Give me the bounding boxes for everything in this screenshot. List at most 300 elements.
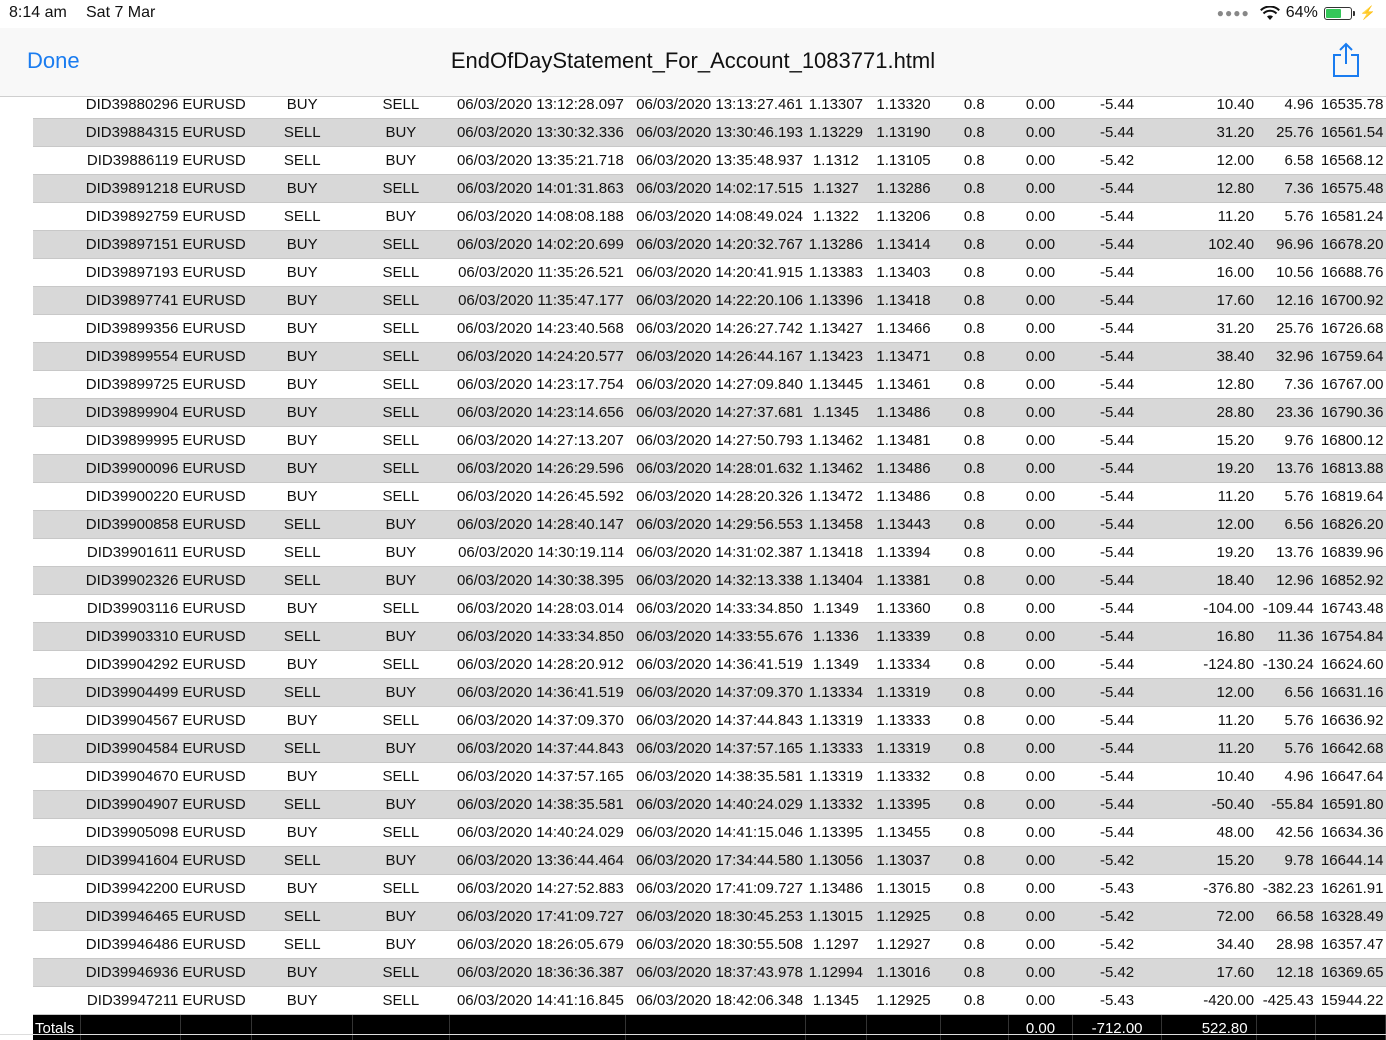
cell-symbol: EURUSD (180, 287, 252, 315)
cell-net-pl: 4.96 (1256, 96, 1316, 119)
cell-commission: 0.00 (1008, 371, 1072, 399)
cell-gross-pl: 18.40 (1162, 567, 1257, 595)
cell-direction: BUY (252, 595, 353, 623)
cell-lots: 0.8 (940, 903, 1008, 931)
cell-close-price: 1.13016 (867, 959, 941, 987)
cell-close-direction: SELL (352, 231, 449, 259)
cell-swap: -5.44 (1073, 175, 1162, 203)
cell-balance: 16678.20 (1316, 231, 1386, 259)
cell-close-price: 1.13486 (867, 455, 941, 483)
cell-lots: 0.8 (940, 679, 1008, 707)
cell-close-time: 06/03/2020 14:40:24.029 (626, 791, 805, 819)
cell-close-direction: SELL (352, 959, 449, 987)
cell-commission: 0.00 (1008, 679, 1072, 707)
table-row (33, 343, 1386, 371)
cell-direction: SELL (252, 203, 353, 231)
cell-ticket: DID39904567 (81, 707, 181, 735)
table-row (33, 175, 1386, 203)
cell-symbol: EURUSD (180, 707, 252, 735)
cell-close-time: 06/03/2020 13:35:48.937 (626, 147, 805, 175)
cell-close-time: 06/03/2020 14:28:20.326 (626, 483, 805, 511)
cell-close-price: 1.13037 (867, 847, 941, 875)
cell-ticket: DID39901611 (81, 539, 181, 567)
cell-ticket: DID39903310 (81, 623, 181, 651)
cell-symbol: EURUSD (180, 147, 252, 175)
cell-balance: 16261.91 (1316, 875, 1386, 903)
cell-lots: 0.8 (940, 96, 1008, 119)
cell-symbol: EURUSD (180, 595, 252, 623)
statement-content[interactable] (0, 96, 1386, 1040)
cell-open-price: 1.12994 (805, 959, 867, 987)
cell-net-pl: 25.76 (1256, 119, 1316, 147)
cell-close-price: 1.13015 (867, 875, 941, 903)
cell-lots: 0.8 (940, 819, 1008, 847)
cell-gross-pl: 15.20 (1162, 427, 1257, 455)
cell-symbol: EURUSD (180, 735, 252, 763)
cell-gross-pl: 31.20 (1162, 119, 1257, 147)
cell-close-price: 1.13332 (867, 763, 941, 791)
cell-close-time: 06/03/2020 14:37:09.370 (626, 679, 805, 707)
cell-open-time: 06/03/2020 13:36:44.464 (449, 847, 625, 875)
cell-open-time: 06/03/2020 14:36:41.519 (449, 679, 625, 707)
cell-close-direction: SELL (352, 483, 449, 511)
cell-close-time: 06/03/2020 14:37:44.843 (626, 707, 805, 735)
cell-lots: 0.8 (940, 175, 1008, 203)
cell-swap: -5.42 (1073, 903, 1162, 931)
cell-balance: 16726.68 (1316, 315, 1386, 343)
table-row (33, 623, 1386, 651)
cell-close-time: 06/03/2020 14:27:50.793 (626, 427, 805, 455)
cell-direction: SELL (252, 119, 353, 147)
cell-open-time: 06/03/2020 14:37:09.370 (449, 707, 625, 735)
cell-lots: 0.8 (940, 511, 1008, 539)
cell-swap: -5.44 (1073, 96, 1162, 119)
cell-close-time: 06/03/2020 14:20:41.915 (626, 259, 805, 287)
status-right (1217, 4, 1376, 22)
cell-direction: BUY (252, 315, 353, 343)
cell-lots: 0.8 (940, 623, 1008, 651)
cell-symbol: EURUSD (180, 203, 252, 231)
cell-symbol: EURUSD (180, 511, 252, 539)
cell-open-time: 06/03/2020 13:12:28.097 (449, 96, 625, 119)
cell-close-direction: BUY (352, 679, 449, 707)
cell-symbol: EURUSD (180, 847, 252, 875)
totals-row (33, 1015, 1386, 1040)
cell-open-price: 1.13334 (805, 679, 867, 707)
cell-close-direction: SELL (352, 175, 449, 203)
cell-direction: SELL (252, 567, 353, 595)
cell-net-pl: 10.56 (1256, 259, 1316, 287)
cell-close-price: 1.13443 (867, 511, 941, 539)
cell-open-price: 1.1345 (805, 987, 867, 1015)
cell-commission: 0.00 (1008, 959, 1072, 987)
cell-balance: 16369.65 (1316, 959, 1386, 987)
cell-direction: SELL (252, 791, 353, 819)
cell-commission: 0.00 (1008, 259, 1072, 287)
cell-net-pl: 13.76 (1256, 455, 1316, 483)
cell-gross-pl: 16.00 (1162, 259, 1257, 287)
cell-close-time: 06/03/2020 13:30:46.193 (626, 119, 805, 147)
cell-commission: 0.00 (1008, 903, 1072, 931)
cell-swap: -5.44 (1073, 455, 1162, 483)
cell-gross-pl: 17.60 (1162, 959, 1257, 987)
cell-commission: 0.00 (1008, 847, 1072, 875)
cell-balance: 16852.92 (1316, 567, 1386, 595)
cell-close-time: 06/03/2020 14:22:20.106 (626, 287, 805, 315)
table-row (33, 399, 1386, 427)
cell-close-direction: BUY (352, 567, 449, 595)
cell-balance: 16357.47 (1316, 931, 1386, 959)
cell-close-time: 06/03/2020 18:37:43.978 (626, 959, 805, 987)
cell-direction: SELL (252, 931, 353, 959)
cell-open-time: 06/03/2020 14:38:35.581 (449, 791, 625, 819)
cell-balance: 16644.14 (1316, 847, 1386, 875)
cell-lots: 0.8 (940, 259, 1008, 287)
cell-net-pl: 9.76 (1256, 427, 1316, 455)
cell-commission: 0.00 (1008, 931, 1072, 959)
bottom-divider (0, 1034, 1386, 1035)
cell-gross-pl: 15.20 (1162, 847, 1257, 875)
cell-close-time: 06/03/2020 14:08:49.024 (626, 203, 805, 231)
cell-swap: -5.44 (1073, 511, 1162, 539)
cell-lots: 0.8 (940, 959, 1008, 987)
cell-close-time: 06/03/2020 14:27:37.681 (626, 399, 805, 427)
cell-gross-pl: 38.40 (1162, 343, 1257, 371)
cell-close-direction: SELL (352, 399, 449, 427)
cell-net-pl: 96.96 (1256, 231, 1316, 259)
cell-symbol: EURUSD (180, 483, 252, 511)
cell-close-direction: SELL (352, 875, 449, 903)
cell-swap: -5.44 (1073, 539, 1162, 567)
cell-close-time: 06/03/2020 17:41:09.727 (626, 875, 805, 903)
cell-close-direction: BUY (352, 791, 449, 819)
cell-close-direction: SELL (352, 987, 449, 1015)
cell-net-pl: 6.58 (1256, 147, 1316, 175)
cell-close-price: 1.13471 (867, 343, 941, 371)
cell-commission: 0.00 (1008, 399, 1072, 427)
cell-commission: 0.00 (1008, 427, 1072, 455)
cell-close-direction: SELL (352, 595, 449, 623)
cell-ticket: DID39899904 (81, 399, 181, 427)
cell-close-direction: BUY (352, 147, 449, 175)
cell-symbol: EURUSD (180, 679, 252, 707)
table-row (33, 287, 1386, 315)
cell-close-price: 1.13481 (867, 427, 941, 455)
cell-swap: -5.44 (1073, 259, 1162, 287)
table-row (33, 763, 1386, 791)
share-icon[interactable] (1331, 42, 1361, 78)
cell-commission: 0.00 (1008, 707, 1072, 735)
cell-open-time: 06/03/2020 14:02:20.699 (449, 231, 625, 259)
cell-ticket: DID39892759 (81, 203, 181, 231)
cell-direction: SELL (252, 147, 353, 175)
cell-lots: 0.8 (940, 735, 1008, 763)
cell-ticket: DID39941604 (81, 847, 181, 875)
cell-gross-pl: 11.20 (1162, 735, 1257, 763)
cell-gross-pl: 10.40 (1162, 96, 1257, 119)
cell-close-time: 06/03/2020 14:38:35.581 (626, 763, 805, 791)
cell-open-price: 1.13383 (805, 259, 867, 287)
cell-close-time: 06/03/2020 18:30:45.253 (626, 903, 805, 931)
cell-direction: BUY (252, 427, 353, 455)
cell-ticket: DID39902326 (81, 567, 181, 595)
cell-close-price: 1.13418 (867, 287, 941, 315)
cell-lots: 0.8 (940, 931, 1008, 959)
cell-gross-pl: -376.80 (1162, 875, 1257, 903)
cell-close-price: 1.12927 (867, 931, 941, 959)
table-row (33, 315, 1386, 343)
cell-commission: 0.00 (1008, 96, 1072, 119)
cell-open-time: 06/03/2020 14:30:19.114 (449, 539, 625, 567)
cell-ticket: DID39900220 (81, 483, 181, 511)
cell-close-price: 1.13190 (867, 119, 941, 147)
cell-ticket: DID39947211 (81, 987, 181, 1015)
cell-lots: 0.8 (940, 875, 1008, 903)
cell-gross-pl: 12.80 (1162, 371, 1257, 399)
cell-balance: 16700.92 (1316, 287, 1386, 315)
cell-close-time: 06/03/2020 18:30:55.508 (626, 931, 805, 959)
cell-close-price: 1.13286 (867, 175, 941, 203)
cell-balance: 16813.88 (1316, 455, 1386, 483)
cell-lots: 0.8 (940, 455, 1008, 483)
cell-commission: 0.00 (1008, 511, 1072, 539)
cell-symbol: EURUSD (180, 987, 252, 1015)
cell-direction: BUY (252, 819, 353, 847)
cell-symbol: EURUSD (180, 399, 252, 427)
table-row (33, 847, 1386, 875)
cell-net-pl: 28.98 (1256, 931, 1316, 959)
cell-net-pl: 5.76 (1256, 707, 1316, 735)
cell-open-time: 06/03/2020 14:40:24.029 (449, 819, 625, 847)
table-row (33, 875, 1386, 903)
cell-lots: 0.8 (940, 483, 1008, 511)
cell-close-time: 06/03/2020 14:41:15.046 (626, 819, 805, 847)
cell-gross-pl: 12.00 (1162, 147, 1257, 175)
cell-balance: 16800.12 (1316, 427, 1386, 455)
cell-open-price: 1.13472 (805, 483, 867, 511)
cell-open-time: 06/03/2020 14:28:20.912 (449, 651, 625, 679)
table-row (33, 539, 1386, 567)
cell-commission: 0.00 (1008, 623, 1072, 651)
table-row (33, 987, 1386, 1015)
cell-gross-pl: -104.00 (1162, 595, 1257, 623)
cell-open-price: 1.1336 (805, 623, 867, 651)
cell-gross-pl: -420.00 (1162, 987, 1257, 1015)
cell-open-price: 1.13462 (805, 455, 867, 483)
cell-symbol: EURUSD (180, 231, 252, 259)
cell-direction: BUY (252, 287, 353, 315)
cell-ticket: DID39884315 (81, 119, 181, 147)
cell-lots: 0.8 (940, 147, 1008, 175)
cell-gross-pl: 72.00 (1162, 903, 1257, 931)
cell-open-time: 06/03/2020 14:27:52.883 (449, 875, 625, 903)
cell-balance: 16535.78 (1316, 96, 1386, 119)
cell-close-price: 1.13414 (867, 231, 941, 259)
cell-net-pl: 6.56 (1256, 679, 1316, 707)
cell-open-price: 1.13286 (805, 231, 867, 259)
cell-open-time: 06/03/2020 14:30:38.395 (449, 567, 625, 595)
cell-open-time: 06/03/2020 14:41:16.845 (449, 987, 625, 1015)
cell-gross-pl: 11.20 (1162, 203, 1257, 231)
cell-swap: -5.44 (1073, 623, 1162, 651)
cell-close-direction: SELL (352, 707, 449, 735)
cell-close-price: 1.13339 (867, 623, 941, 651)
cell-open-price: 1.1312 (805, 147, 867, 175)
cell-direction: SELL (252, 847, 353, 875)
cell-commission: 0.00 (1008, 231, 1072, 259)
cell-swap: -5.42 (1073, 847, 1162, 875)
cell-direction: SELL (252, 735, 353, 763)
cell-symbol: EURUSD (180, 315, 252, 343)
table-row (33, 147, 1386, 175)
cell-ticket: DID39903116 (81, 595, 181, 623)
cell-swap: -5.44 (1073, 819, 1162, 847)
cell-ticket: DID39946465 (81, 903, 181, 931)
cell-commission: 0.00 (1008, 315, 1072, 343)
table-row (33, 651, 1386, 679)
statement-rows (33, 96, 1386, 1015)
cell-ticket: DID39880296 (81, 96, 181, 119)
cell-ticket: DID39897193 (81, 259, 181, 287)
cell-net-pl: 11.36 (1256, 623, 1316, 651)
cell-direction: BUY (252, 371, 353, 399)
cell-open-price: 1.13319 (805, 763, 867, 791)
cell-close-direction: SELL (352, 287, 449, 315)
done-button[interactable]: Done (27, 48, 80, 73)
cell-lots: 0.8 (940, 399, 1008, 427)
cell-direction: BUY (252, 259, 353, 287)
cell-net-pl: 13.76 (1256, 539, 1316, 567)
cell-net-pl: 5.76 (1256, 203, 1316, 231)
cell-direction: BUY (252, 763, 353, 791)
cell-open-time: 06/03/2020 14:23:14.656 (449, 399, 625, 427)
cell-swap: -5.44 (1073, 595, 1162, 623)
cell-lots: 0.8 (940, 119, 1008, 147)
cell-ticket: DID39897741 (81, 287, 181, 315)
cell-gross-pl: 12.00 (1162, 511, 1257, 539)
cell-open-time: 06/03/2020 17:41:09.727 (449, 903, 625, 931)
cell-open-time: 06/03/2020 14:37:57.165 (449, 763, 625, 791)
cell-close-price: 1.12925 (867, 903, 941, 931)
cell-commission: 0.00 (1008, 287, 1072, 315)
cell-close-direction: BUY (352, 847, 449, 875)
cell-commission: 0.00 (1008, 735, 1072, 763)
cell-close-time: 06/03/2020 14:31:02.387 (626, 539, 805, 567)
cell-lots: 0.8 (940, 203, 1008, 231)
cell-commission: 0.00 (1008, 175, 1072, 203)
cell-close-time: 06/03/2020 14:26:27.742 (626, 315, 805, 343)
wifi-icon (1260, 6, 1280, 21)
cell-swap: -5.44 (1073, 119, 1162, 147)
cell-commission: 0.00 (1008, 343, 1072, 371)
cell-close-direction: SELL (352, 371, 449, 399)
cell-symbol: EURUSD (180, 119, 252, 147)
cell-balance: 16328.49 (1316, 903, 1386, 931)
cell-open-price: 1.13333 (805, 735, 867, 763)
cell-commission: 0.00 (1008, 147, 1072, 175)
cell-lots: 0.8 (940, 707, 1008, 735)
cell-symbol: EURUSD (180, 427, 252, 455)
cell-lots: 0.8 (940, 651, 1008, 679)
cell-ticket: DID39904584 (81, 735, 181, 763)
cell-direction: BUY (252, 343, 353, 371)
cell-commission: 0.00 (1008, 875, 1072, 903)
cell-symbol: EURUSD (180, 875, 252, 903)
cell-swap: -5.43 (1073, 987, 1162, 1015)
cell-close-direction: SELL (352, 343, 449, 371)
cell-gross-pl: -124.80 (1162, 651, 1257, 679)
cell-close-direction: SELL (352, 455, 449, 483)
table-row (33, 595, 1386, 623)
cell-ticket: DID39904670 (81, 763, 181, 791)
cell-net-pl: 9.78 (1256, 847, 1316, 875)
cell-swap: -5.44 (1073, 315, 1162, 343)
status-bar (0, 0, 1386, 28)
totals-label: Totals (33, 1015, 81, 1040)
cell-close-direction: SELL (352, 763, 449, 791)
cell-symbol: EURUSD (180, 763, 252, 791)
cell-commission: 0.00 (1008, 819, 1072, 847)
cell-direction: SELL (252, 623, 353, 651)
cell-symbol: EURUSD (180, 539, 252, 567)
status-date: Sat 7 Mar (86, 4, 156, 21)
cell-open-price: 1.13462 (805, 427, 867, 455)
cell-net-pl: 6.56 (1256, 511, 1316, 539)
cell-gross-pl: 17.60 (1162, 287, 1257, 315)
cell-swap: -5.44 (1073, 651, 1162, 679)
cell-open-price: 1.13229 (805, 119, 867, 147)
cell-close-time: 06/03/2020 14:29:56.553 (626, 511, 805, 539)
cell-balance: 16575.48 (1316, 175, 1386, 203)
cell-symbol: EURUSD (180, 371, 252, 399)
cell-open-time: 06/03/2020 13:35:21.718 (449, 147, 625, 175)
cell-ticket: DID39891218 (81, 175, 181, 203)
cell-lots: 0.8 (940, 763, 1008, 791)
cell-direction: SELL (252, 903, 353, 931)
cell-net-pl: -382.23 (1256, 875, 1316, 903)
cell-close-price: 1.13206 (867, 203, 941, 231)
cell-direction: BUY (252, 651, 353, 679)
cell-commission: 0.00 (1008, 567, 1072, 595)
cell-balance: 16647.64 (1316, 763, 1386, 791)
cell-net-pl: -55.84 (1256, 791, 1316, 819)
cell-lots: 0.8 (940, 371, 1008, 399)
cell-close-time: 06/03/2020 14:27:09.840 (626, 371, 805, 399)
table-row (33, 735, 1386, 763)
cell-net-pl: 4.96 (1256, 763, 1316, 791)
cell-swap: -5.43 (1073, 875, 1162, 903)
cell-open-price: 1.13307 (805, 96, 867, 119)
cell-open-time: 06/03/2020 14:28:40.147 (449, 511, 625, 539)
cell-swap: -5.44 (1073, 679, 1162, 707)
cell-symbol: EURUSD (180, 259, 252, 287)
cell-close-time: 06/03/2020 18:42:06.348 (626, 987, 805, 1015)
totals-commission: 0.00 (1008, 1015, 1072, 1040)
cell-balance: 16561.54 (1316, 119, 1386, 147)
cell-close-direction: BUY (352, 623, 449, 651)
cell-swap: -5.44 (1073, 735, 1162, 763)
cell-swap: -5.44 (1073, 483, 1162, 511)
cell-open-price: 1.13332 (805, 791, 867, 819)
cell-direction: BUY (252, 987, 353, 1015)
cell-direction: BUY (252, 455, 353, 483)
cell-commission: 0.00 (1008, 483, 1072, 511)
table-row (33, 679, 1386, 707)
cell-close-direction: BUY (352, 119, 449, 147)
cell-open-time: 06/03/2020 14:26:45.592 (449, 483, 625, 511)
cell-close-time: 06/03/2020 14:36:41.519 (626, 651, 805, 679)
cell-close-time: 06/03/2020 14:33:34.850 (626, 595, 805, 623)
